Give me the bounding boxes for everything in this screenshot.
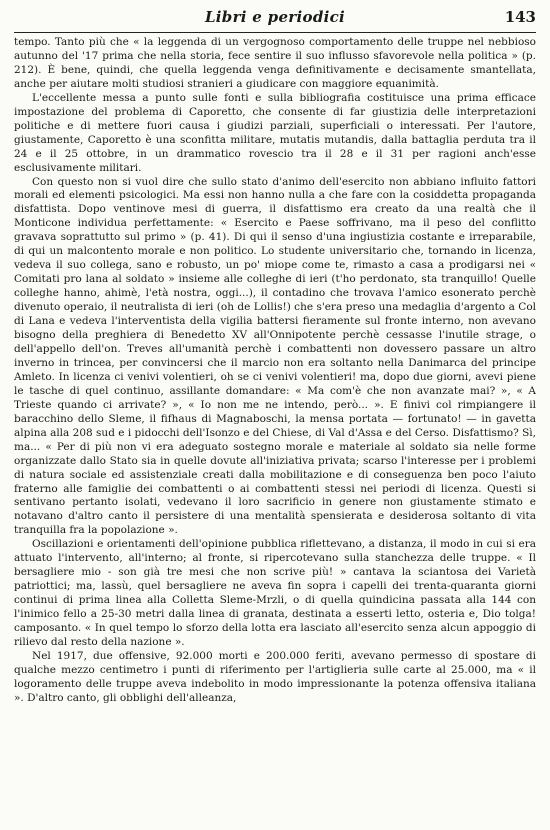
page-header bbox=[14, 8, 536, 33]
article-body bbox=[14, 36, 536, 706]
paragraph: Nel 1917, due offensive, 92.000 morti e 200.000 feriti, avevano permesso di spostare di qualche mezzo centimetro i punti di riferimento per l'artiglieria sulle carte al 25.000, ma « il logoramento delle truppe aveva indebolito in modo impressionante la potenza offensiva italiana ». D'altro canto, gli obblighi dell'alleanza, bbox=[14, 649, 536, 704]
paragraph: L'eccellente messa a punto sulle fonti e sulla bibliografia costituisce una prima efficace impostazione del problema di Caporetto, che consente di far giustizia delle interpretazioni politiche e di mettere fuori causa i giudizi parziali, superficiali o interessati. Per l'autore, giustamente, Caporetto è una sconfitta militare, mutatis mutandis, dalla battaglia perduta tra il 24 e il 25 ottobre, in un drammatico rovescio tra il 28 e il 31 per ragioni anch'esse esclusivamente militari. bbox=[14, 91, 536, 174]
page-number: 143 bbox=[504, 8, 536, 26]
paragraph: Con questo non si vuol dire che sullo stato d'animo dell'esercito non abbiano influito fattori morali ed elementi psicologici. Ma essi non hanno nulla a che fare con la cosiddetta propaganda disfattista. Dopo ventinove mesi di guerra, il disfattismo era creato da una realtà che il Monticone individua perfettamente: « Esercito e Paese soffrivano, ma il peso del conflitto gravava soprattutto sul primo » (p. 41). Di qui il senso d'una ingiustizia costante e irreparabile, di qui un malcontento morale e non politico. Lo studente universitario che, tornando in licenza, vedeva il suo collega, sano e robusto, un po' miope come te, rimasto a casa a prodigarsi nei « Comitati pro lana al soldato » insieme alle colleghe di ieri (t'ho perdonato, sta tranquillo! Quelle colleghe hanno, ahimè, l'età nostra, oggi...), il contadino che trovava l'amico esonerato perchè divenuto operaio, il neutralista di ieri (oh de Lollis!) che s'era preso una medaglia d'argento a Col di Lana e vedeva l'interventista della vigilia battersi fieramente sul fronte interno, non avevano bisogno della preghiera di Benedetto XV all'Onnipotente perchè cessasse l'inutile strage, o dell'appello dell'on. Treves all'umanità perchè i combattenti non dovessero passare un altro inverno in trincea, per convincersi che il marcio non era soltanto nella Danimarca del principe Amleto. In licenza ci venivi volentieri, oh se ci venivi volentieri! ma, dopo due giorni, avevi piene le tasche di quel continuo, assillante domandare: « Ma com'è che non avanzate mai? », « A Trieste quando ci arrivate? », « Io non me ne intendo, però... ». E finivi col rimpiangere il baracchino dello Sleme, il fifhaus di Magnaboschi, la mensa portata — fortunato! — in gavetta alpina alla 208 sud e i pidocchi dell'Isonzo e del Chiese, di Val d'Assa e del Cerso. Disfattismo? Sì, ma... « Per di più non vi era adeguato sostegno morale e materiale al soldato sia nelle forme organizzate dallo Stato sia in quelle dovute all'iniziativa privata; scarso l'interesse per i problemi di natura sociale ed assistenziale creati dalla mobilitazione e di conseguenza ben poco l'aiuto fraterno alle famiglie dei combattenti o ai combattenti stessi nei periodi di licenza. Questi si sentivano pertanto isolati, vedevano il loro sacrificio in genere non giustamente stimato e notavano d'altro canto il persistere di una mentalità spensierata e desiderosa soltanto di vita tranquilla fra la popolazione ». bbox=[14, 175, 536, 537]
running-title: Libri e periodici bbox=[204, 8, 346, 26]
paragraph: Oscillazioni e orientamenti dell'opinione pubblica riflettevano, a distanza, il modo in cui si era attuato l'intervento, all'interno; al fronte, si ripercotevano sulla stanchezza delle truppe. « Il bersagliere mio - son già tre mesi che non scrive più! » cantava la sciantosa dei Varietà patriottici; ma, lassù, quel bersagliere ne aveva fin sopra i capelli dei trenta-quaranta giorni continui di prima linea alla Colletta Sleme-Mrzli, o di quella quindicina passata alla 144 con l'inimico fello a 25-30 metri dalla linea di granata, destinata a esserti letto, osteria e, Dio tolga! camposanto. « In quel tempo lo sforzo della lotta era lasciato all'esercito senza alcun appoggio di rilievo dal resto della nazione ». bbox=[14, 538, 536, 648]
paragraph-continued: tempo. Tanto più che « la leggenda di un vergognoso comportamento delle truppe nel nebbioso autunno del '17 prima che nella storia, fece sentire il suo influsso sfavorevole nella politica » (p. 212). È bene, quindi, che quella leggenda venga definitivamente e decisamente smantellata, anche per aiutare molti studiosi stranieri a giudicare con maggiore equanimità. bbox=[14, 36, 536, 90]
